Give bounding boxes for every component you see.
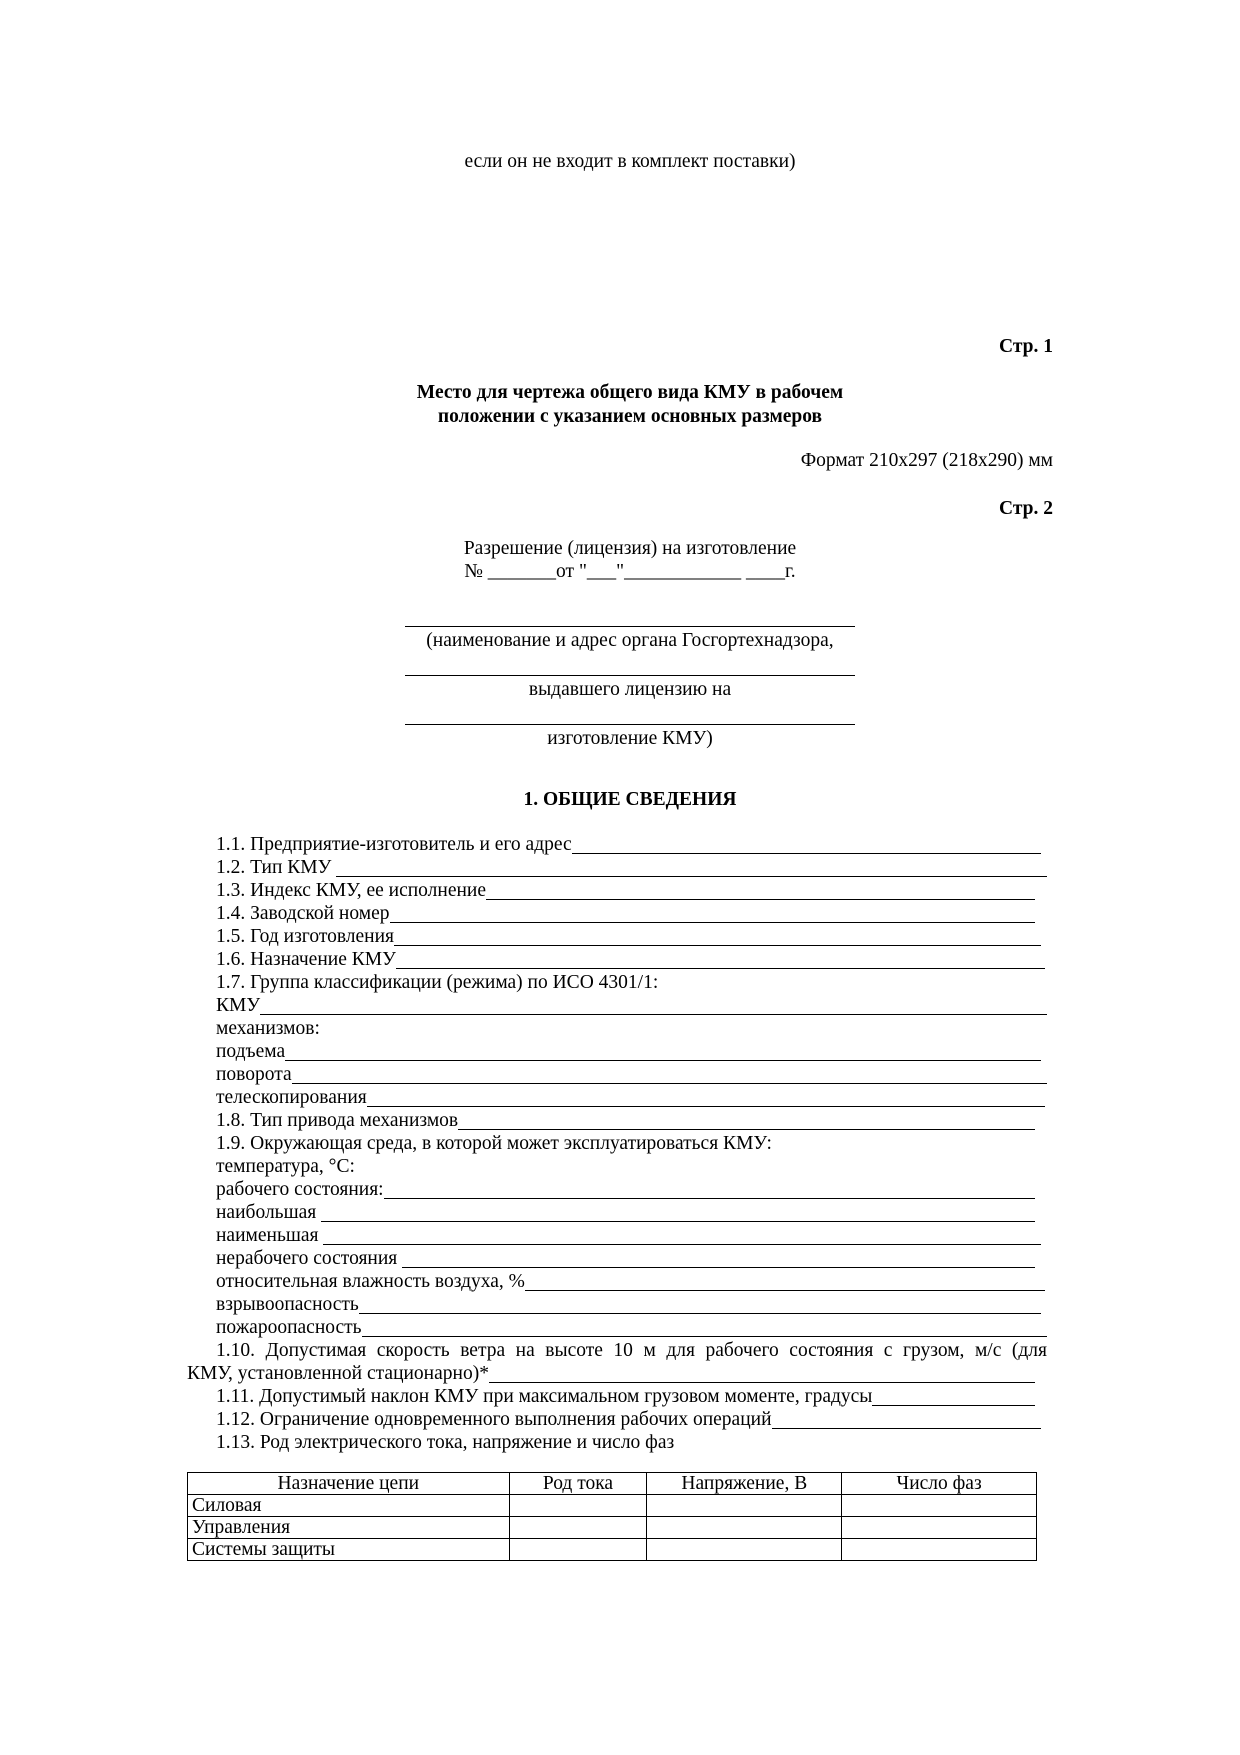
- field-classification: 1.7. Группа классификации (режима) по ИСО 4301/1:: [216, 972, 659, 993]
- blank-line[interactable]: [367, 1088, 1045, 1107]
- blank-line[interactable]: [486, 881, 1035, 900]
- blank-line[interactable]: [292, 1065, 1047, 1084]
- page-number-2: Стр. 2: [999, 498, 1053, 519]
- table-cell[interactable]: [842, 1539, 1037, 1561]
- field-lifting: подъема: [187, 1040, 1041, 1063]
- field-explosion: взрывоопасность: [187, 1293, 1041, 1316]
- field-purpose: 1.6. Назначение КМУ: [187, 948, 1045, 971]
- table-cell[interactable]: [647, 1495, 842, 1517]
- general-info-fields: [187, 833, 1047, 1454]
- row-label: Системы защиты: [188, 1539, 510, 1561]
- blank-line[interactable]: [489, 1364, 1035, 1383]
- field-fire: пожароопасность: [187, 1316, 1047, 1339]
- field-environment: 1.9. Окружающая среда, в которой может эксплуатироваться КМУ:: [216, 1133, 772, 1154]
- table-cell[interactable]: [509, 1539, 647, 1561]
- field-mechanisms: механизмов:: [216, 1018, 320, 1039]
- blank-line[interactable]: [772, 1410, 1041, 1429]
- table-row: [188, 1495, 1037, 1517]
- blank-line[interactable]: [402, 1249, 1035, 1268]
- field-nonworking-state: нерабочего состояния: [187, 1247, 1035, 1270]
- field-highest: наибольшая: [187, 1201, 1035, 1224]
- table-cell[interactable]: [509, 1495, 647, 1517]
- drawing-title-line-2: положении с указанием основных размеров: [437, 406, 823, 427]
- table-header-row: [188, 1473, 1037, 1495]
- blank-line[interactable]: [872, 1387, 1035, 1406]
- spacer: [405, 583, 855, 603]
- table-cell[interactable]: [647, 1539, 842, 1561]
- license-line-1: Разрешение (лицензия) на изготовление: [463, 538, 797, 559]
- license-blank-2[interactable]: [405, 652, 855, 676]
- table-row: [188, 1517, 1037, 1539]
- field-current-type: 1.13. Род электрического тока, напряжение и число фаз: [216, 1432, 675, 1453]
- field-wind-speed: [187, 1339, 1047, 1362]
- field-manufacturer: 1.1. Предприятие-изготовитель и его адрес: [187, 833, 1041, 856]
- blank-line[interactable]: [572, 835, 1041, 854]
- blank-line[interactable]: [396, 950, 1045, 969]
- wind-speed-line-1: 1.10. Допустимая скорость ветра на высоте 10 м для рабочего состояния с грузом, м/с (для: [216, 1340, 1047, 1361]
- drawing-title-line-1: Место для чертежа общего вида КМУ в рабочем: [416, 382, 844, 403]
- blank-line[interactable]: [525, 1272, 1045, 1291]
- blank-line[interactable]: [323, 1226, 1041, 1245]
- col-header: Число фаз: [842, 1473, 1037, 1495]
- field-class-kmu: КМУ: [187, 994, 1047, 1017]
- blank-line[interactable]: [260, 996, 1047, 1015]
- field-drive-type: 1.8. Тип привода механизмов: [187, 1109, 1035, 1132]
- license-block: [405, 537, 855, 750]
- blank-line[interactable]: [394, 927, 1041, 946]
- field-kmu-index: 1.3. Индекс КМУ, ее исполнение: [187, 879, 1035, 902]
- table-cell[interactable]: [509, 1517, 647, 1539]
- license-blank-3[interactable]: [405, 701, 855, 725]
- section-title: 1. ОБЩИЕ СВЕДЕНИЯ: [523, 789, 737, 810]
- field-serial-number: 1.4. Заводской номер: [187, 902, 1035, 925]
- license-line-3: (наименование и адрес органа Госгортехнадзора,: [426, 630, 834, 651]
- blank-line[interactable]: [362, 1318, 1047, 1337]
- field-rotation: поворота: [187, 1063, 1047, 1086]
- table-row: [188, 1539, 1037, 1561]
- license-line-5: изготовление КМУ): [547, 728, 713, 749]
- col-header: Назначение цепи: [188, 1473, 510, 1495]
- drawing-placeholder-title: [300, 381, 960, 429]
- col-header: Напряжение, В: [647, 1473, 842, 1495]
- field-humidity: относительная влажность воздуха, %: [187, 1270, 1045, 1293]
- license-line-4: выдавшего лицензию на: [528, 679, 732, 700]
- field-temperature: температура, °С:: [216, 1156, 355, 1177]
- field-lowest: наименьшая: [187, 1224, 1041, 1247]
- electrical-table: [187, 1472, 1037, 1561]
- field-tilt: 1.11. Допустимый наклон КМУ при максимальном грузовом моменте, градусы: [187, 1385, 1035, 1408]
- row-label: Силовая: [188, 1495, 510, 1517]
- col-header: Род тока: [509, 1473, 647, 1495]
- blank-line[interactable]: [321, 1203, 1035, 1222]
- page-number-1: Стр. 1: [999, 336, 1053, 357]
- field-wind-speed-cont: КМУ, установленной стационарно)*: [187, 1362, 1035, 1385]
- blank-line[interactable]: [384, 1180, 1035, 1199]
- blank-line[interactable]: [390, 904, 1036, 923]
- row-label: Управления: [188, 1517, 510, 1539]
- table-cell[interactable]: [647, 1517, 842, 1539]
- table-cell[interactable]: [842, 1517, 1037, 1539]
- blank-line[interactable]: [336, 858, 1047, 877]
- field-working-state: рабочего состояния:: [187, 1178, 1035, 1201]
- field-operations-limit: 1.12. Ограничение одновременного выполнения рабочих операций: [187, 1408, 1041, 1431]
- field-kmu-type: 1.2. Тип КМУ: [187, 856, 1047, 879]
- blank-line[interactable]: [458, 1111, 1035, 1130]
- format-note: Формат 210х297 (218х290) мм: [800, 450, 1053, 471]
- field-year: 1.5. Год изготовления: [187, 925, 1041, 948]
- blank-line[interactable]: [285, 1042, 1041, 1061]
- license-blank-1[interactable]: [405, 603, 855, 627]
- continued-note: если он не входит в комплект поставки): [464, 151, 796, 172]
- license-line-2[interactable]: № _______от "___"____________ ____г.: [464, 561, 796, 582]
- table-cell[interactable]: [842, 1495, 1037, 1517]
- blank-line[interactable]: [359, 1295, 1041, 1314]
- field-telescoping: телескопирования: [187, 1086, 1045, 1109]
